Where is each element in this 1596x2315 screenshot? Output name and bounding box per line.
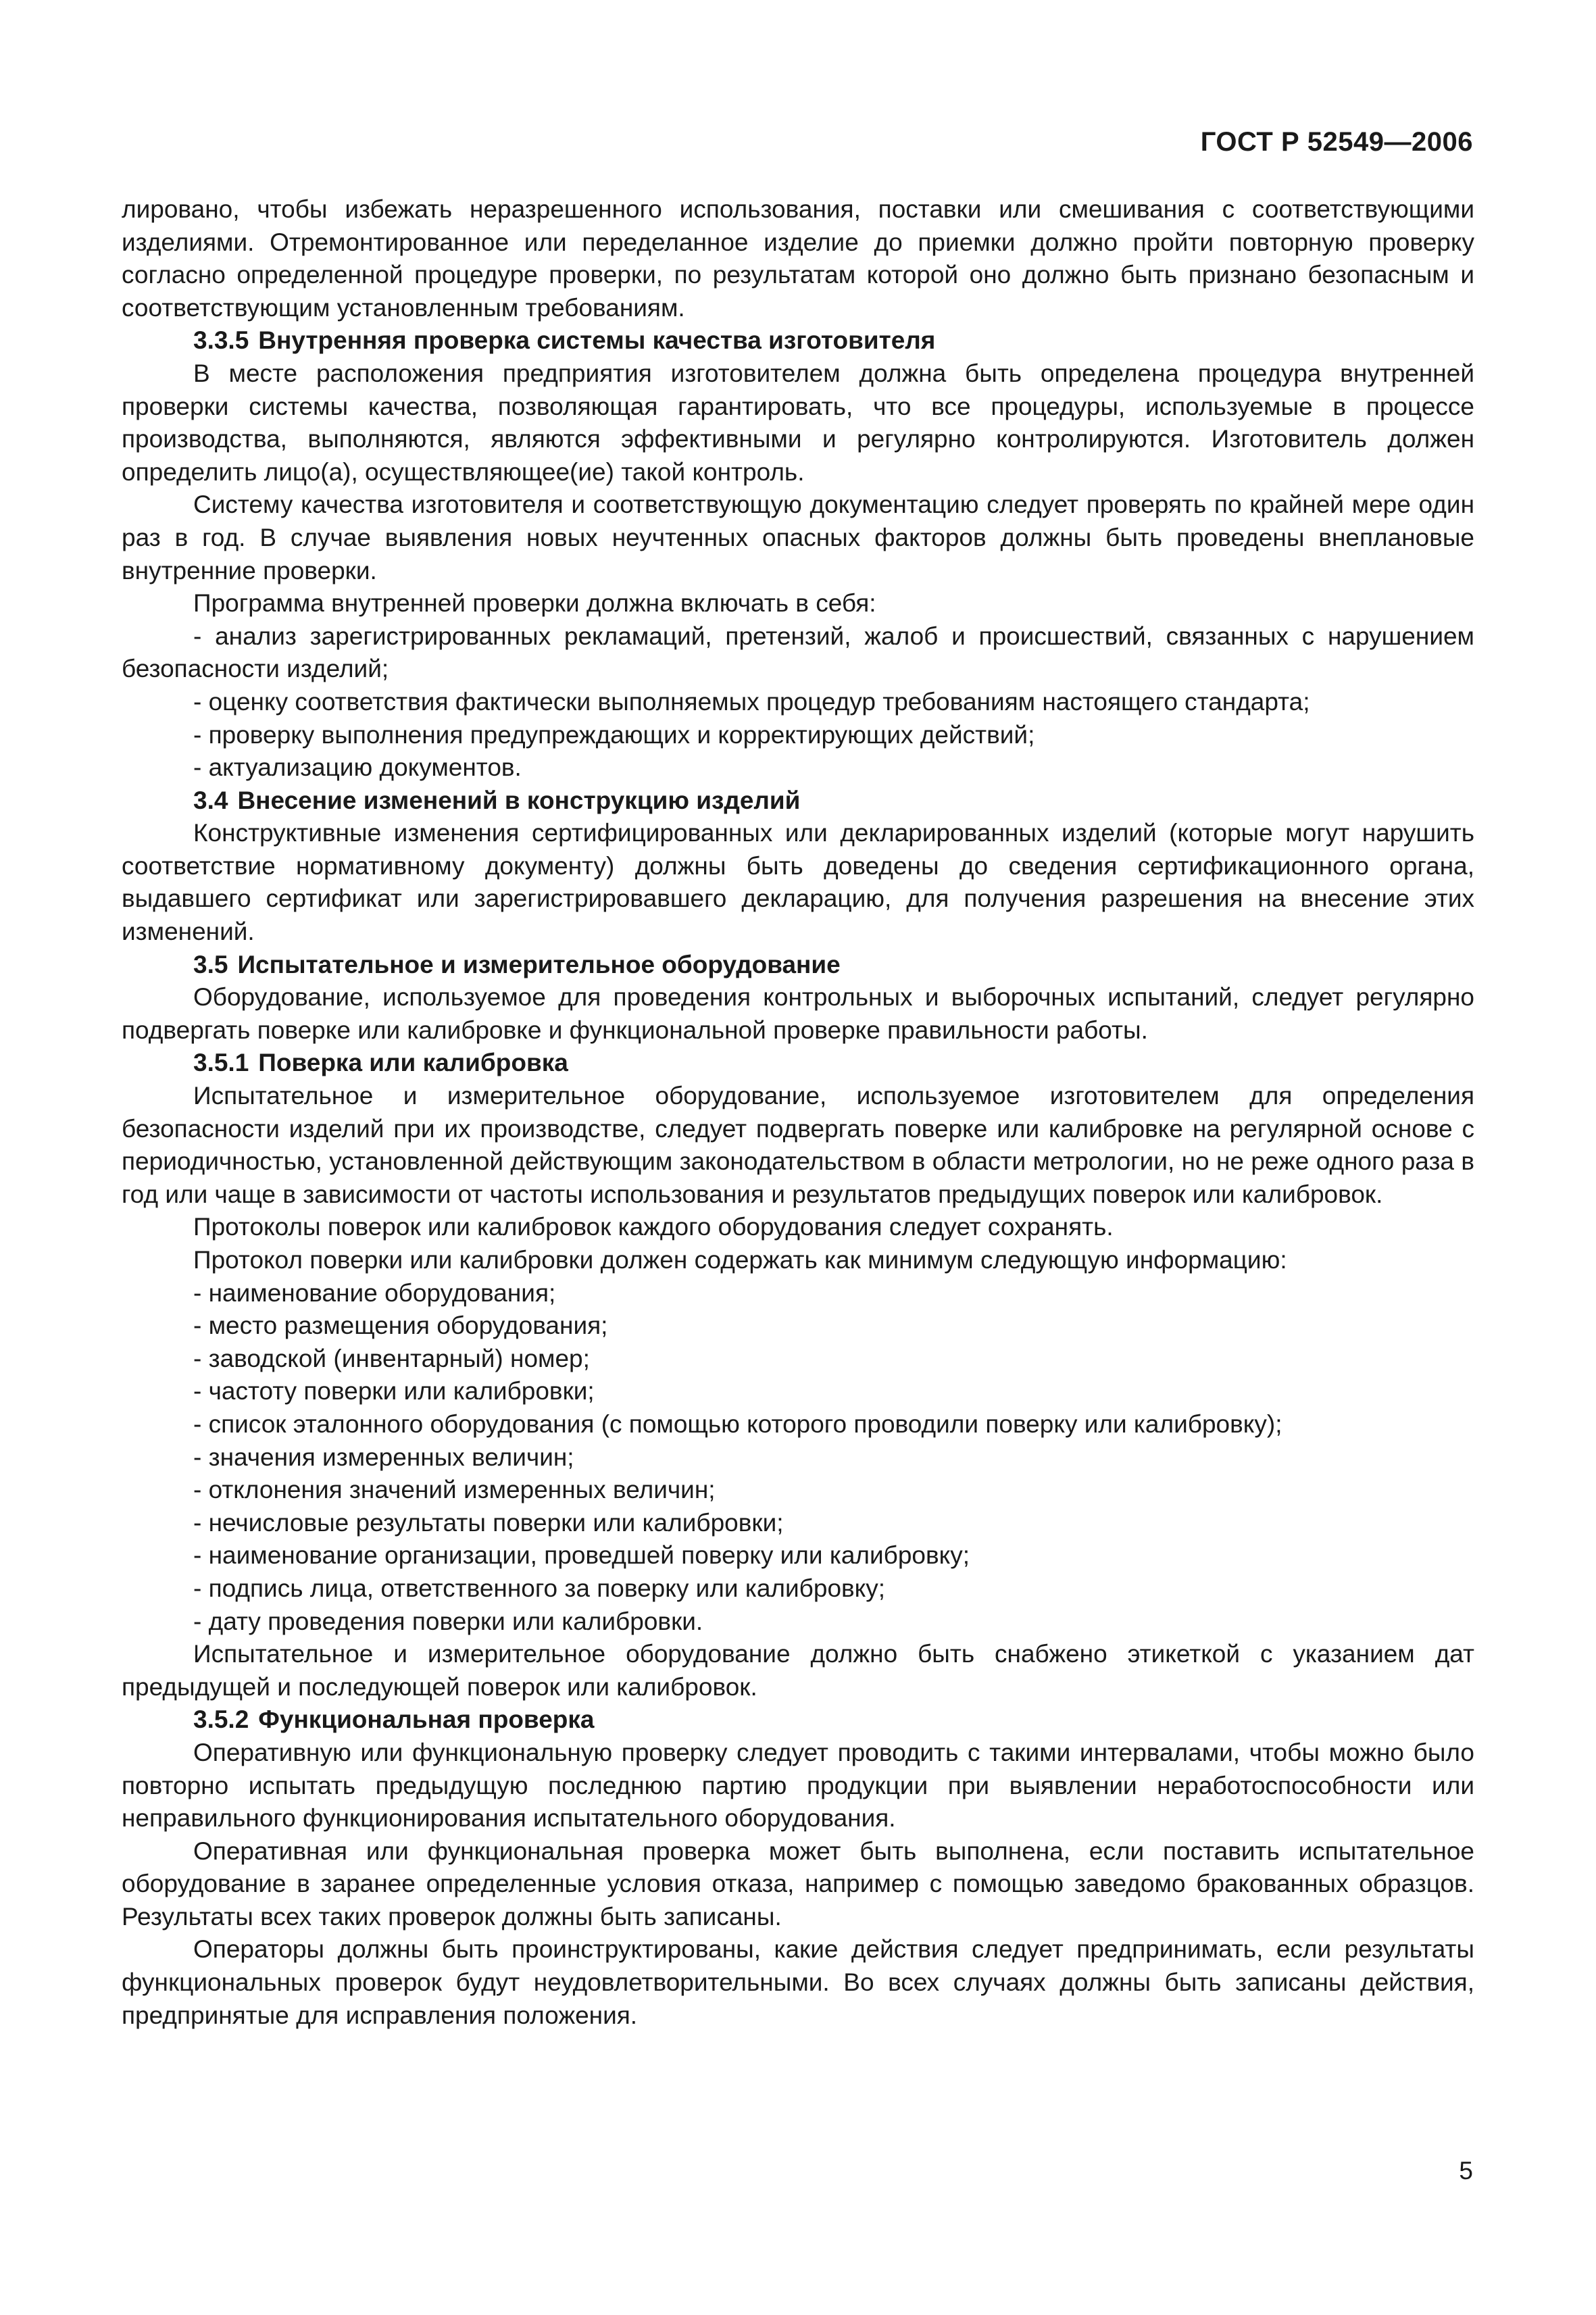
list-item: - наименование организации, проведшей поверку или калибровку;: [193, 1541, 970, 1570]
list-item: - проверку выполнения предупреждающих и корректирующих действий;: [193, 720, 1035, 749]
section-title: Внутренняя проверка системы качества изготовителя: [258, 326, 936, 355]
paragraph: Программа внутренней проверки должна включать в себя:: [193, 589, 876, 618]
section-title: Испытательное и измерительное оборудование: [237, 950, 841, 978]
paragraph: Систему качества изготовителя и соответствующую документацию следует проверять по крайней мере один раз в год. В случае выявления новых неучтенных опасных факторов должны быть проведены внеплановые внутренние проверки.: [122, 491, 1474, 584]
document-header: ГОСТ Р 52549—2006: [1200, 127, 1473, 157]
section-number: 3.5: [193, 950, 228, 978]
section-heading: [122, 949, 1474, 982]
paragraph: Протокол поверки или калибровки должен содержать как минимум следующую информацию:: [193, 1246, 1287, 1274]
document-body: [122, 193, 1474, 2032]
list-item: - наименование оборудования;: [193, 1278, 556, 1307]
list-item: - дату проведения поверки или калибровки.: [193, 1607, 703, 1635]
paragraph: Испытательное и измерительное оборудование должно быть снабжено этикеткой с указанием дат предыдущей и последующей поверок или калибровок.: [122, 1640, 1474, 1701]
paragraph: лировано, чтобы избежать неразрешенного использования, поставки или смешивания с соответствующими изделиями. Отремонтированное или переделанное изделие до приемки должно пройти повторную проверку согласно определенной процедуре проверки, по результатам которой оно должно быть признано безопасным и соответствующим установленным требованиям.: [122, 195, 1474, 322]
section-number: 3.3.5: [193, 326, 249, 355]
section-title: Внесение изменений в конструкцию изделий: [237, 786, 801, 814]
paragraph: Оперативную или функциональную проверку следует проводить с такими интервалами, чтобы можно было повторно испытать предыдущую последнюю партию продукции при выявлении неработоспособности или неправильного функционирования испытательного оборудования.: [122, 1738, 1474, 1833]
list-item: - список эталонного оборудования (с помощью которого проводили поверку или калибровку);: [193, 1410, 1282, 1438]
list-item: - подпись лица, ответственного за поверку или калибровку;: [193, 1574, 886, 1602]
list-item: - нечисловые результаты поверки или калибровки;: [193, 1508, 784, 1537]
section-number: 3.5.2: [193, 1706, 249, 1734]
section-heading: [122, 785, 1474, 818]
paragraph: В месте расположения предприятия изготовителем должна быть определена процедура внутренней проверки системы качества, позволяющая гарантировать, что все процедуры, используемые в процессе производства, выполняются, являются эффективными и регулярно контролируются. Изготовитель должен определить лицо(а), осуществляющее(ие) такой контроль.: [122, 359, 1474, 486]
section-number: 3.5.1: [193, 1049, 249, 1077]
paragraph: Испытательное и измерительное оборудование, используемое изготовителем для определения безопасности изделий при их производстве, следует подвергать поверке или калибровке на регулярной основе с периодичностью, установленной действующим законодательством в области метрологии, но не реже одного раза в год или чаще в зависимости от частоты использования и результатов предыдущих поверок или калибровок.: [122, 1082, 1474, 1208]
section-heading: [122, 324, 1474, 357]
section-title: Поверка или калибровка: [258, 1049, 568, 1077]
list-item: - актуализацию документов.: [193, 753, 522, 782]
paragraph: Оборудование, используемое для проведения контрольных и выборочных испытаний, следует регулярно подвергать поверке или калибровке и функциональной проверке правильности работы.: [122, 983, 1474, 1044]
section-heading: [122, 1047, 1474, 1080]
list-item: - заводской (инвентарный) номер;: [193, 1344, 590, 1372]
page-number: 5: [1459, 2157, 1473, 2185]
section-title: Функциональная проверка: [258, 1706, 595, 1734]
list-item: - место размещения оборудования;: [193, 1312, 608, 1340]
list-item: - отклонения значений измеренных величин;: [193, 1476, 716, 1504]
paragraph: Конструктивные изменения сертифицированных или декларированных изделий (которые могут нарушить соответствие нормативному документу) должны быть доведены до сведения сертификационного органа, выдавшего сертификат или зарегистрировавшего декларацию, для получения разрешения на внесение этих изменений.: [122, 819, 1474, 946]
paragraph: Оперативная или функциональная проверка может быть выполнена, если поставить испытательное оборудование в заранее определенные условия отказа, например с помощью заведомо бракованных образцов. Результаты всех таких проверок должны быть записаны.: [122, 1837, 1474, 1931]
section-heading: [122, 1703, 1474, 1737]
section-number: 3.4: [193, 786, 228, 814]
list-item: - оценку соответствия фактически выполняемых процедур требованиям настоящего стандарта;: [193, 687, 1310, 716]
list-item: - значения измеренных величин;: [193, 1443, 574, 1471]
paragraph: Операторы должны быть проинструктированы, какие действия следует предпринимать, если результаты функциональных проверок будут неудовлетворительными. Во всех случаях должны быть записаны действия, предпринятые для исправления положения.: [122, 1935, 1474, 2029]
list-item: - анализ зарегистрированных рекламаций, претензий, жалоб и происшествий, связанных с нарушением безопасности изделий;: [122, 622, 1474, 683]
paragraph: Протоколы поверок или калибровок каждого оборудования следует сохранять.: [193, 1213, 1114, 1241]
list-item: - частоту поверки или калибровки;: [193, 1377, 595, 1405]
